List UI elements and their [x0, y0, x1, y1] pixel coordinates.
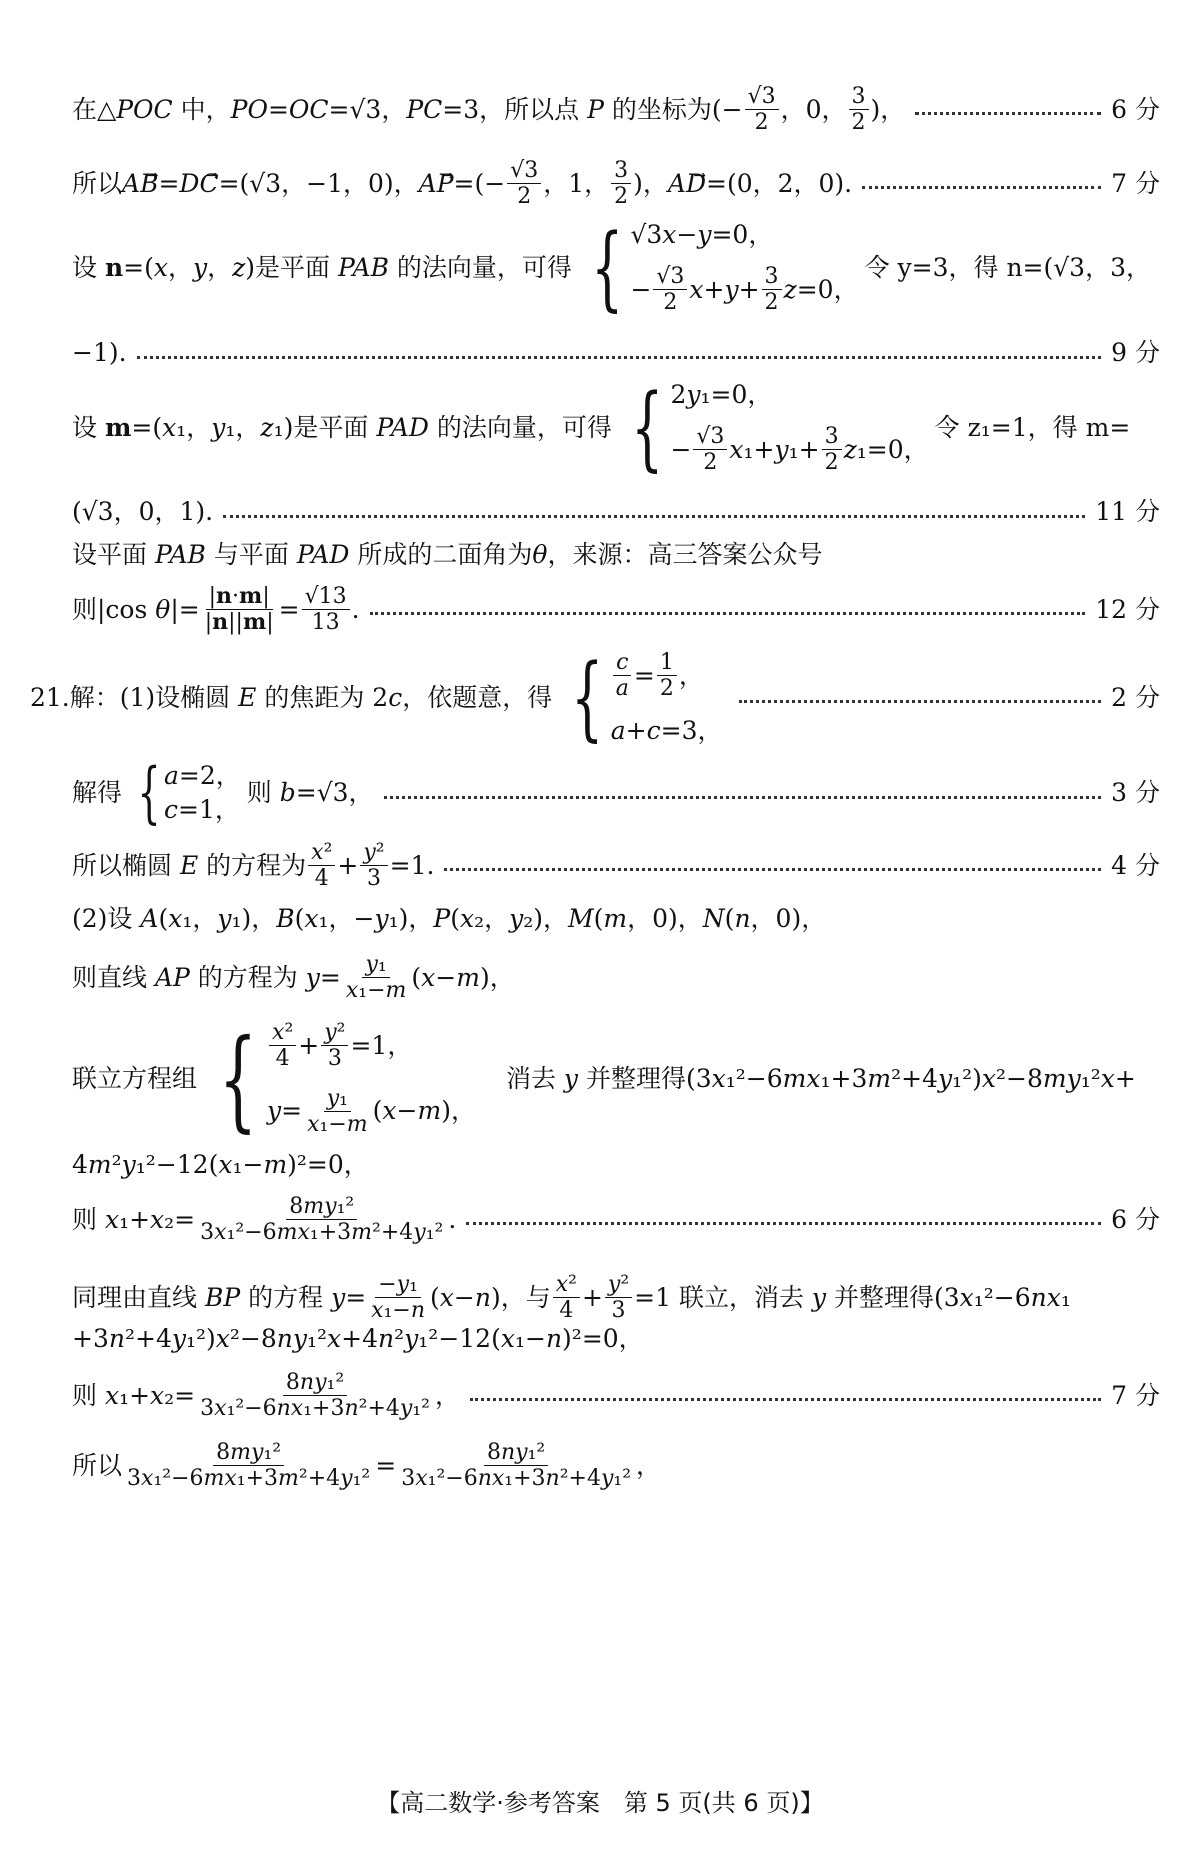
- equation-system: { $\frac{c}{a}$ = $\frac{1}{2}$ ， a + c =3，: [571, 643, 723, 751]
- score: 7 分: [1111, 168, 1160, 198]
- score: 11 分: [1095, 497, 1160, 526]
- equation-system: { a =2， c =1，: [137, 754, 241, 831]
- score: 4 分: [1111, 850, 1160, 880]
- solution-line: 在△POC 中，PO=OC=√3，PC=3，所以点 P 的坐标为(− $\frac{√3}{2}$ ，0， $\frac{3}{2}$ )， 6 分: [72, 84, 1160, 136]
- solution-line: +3n²+4y₁²)x²−8ny₁²x+4n²y₁²−12(x₁−n)²=0，: [72, 1324, 644, 1353]
- dotted-leader: [444, 868, 1101, 871]
- score: 12 分: [1095, 594, 1160, 624]
- solution-line: 则|cos θ|= $\frac{|n\cdot m|}{|n||m|}$ = $\frac{√13}{13}$ . 12 分: [72, 583, 1160, 636]
- solution-line: 则 x₁+x₂= $\frac{\text{8my₁²}}{\text{3x₁²−6mx₁+3m²+4y₁²}}$ . 6 分: [72, 1194, 1160, 1246]
- equation-system: { √3 x − y =0， − $\frac{√3}{2}$ x + y + $\frac{3}{2}$ z =0，: [591, 213, 859, 321]
- solution-line: 设平面 PAB 与平面 PAD 所成的二面角为θ，来源：高三答案公众号: [72, 540, 823, 569]
- dotted-leader: [137, 356, 1102, 359]
- solution-line: 4m²y₁²−12(x₁−m)²=0，: [72, 1150, 369, 1179]
- solution-line: (√3，0，1). 11 分: [72, 497, 1160, 526]
- solution-line: 所以AB⃗=DC⃗=(√3，−1，0)，AP⃗=(− $\frac{√3}{2}$ ，1， $\frac{3}{2}$ )，AD⃗=(0，2，0). 7 分: [72, 158, 1160, 210]
- solution-line: 所以 $\frac{\text{8my₁²}}{\text{3x₁²−6mx₁+3m²+4y₁²}}$ = $\frac{\text{8ny₁²}}{\text{3x₁²−6nx₁+3n²+4y₁²}}$ ，: [72, 1440, 662, 1492]
- score: 6 分: [1111, 1204, 1160, 1234]
- dotted-leader: [370, 612, 1086, 615]
- dotted-leader: [466, 1222, 1101, 1225]
- solution-line: 21.解：(1)设椭圆 E 的焦距为 2c，依题意，得 { $\frac{c}{a}$ = $\frac{1}{2}$ ， a + c =3， 2 分: [30, 643, 1160, 751]
- solution-line: 解得 { a =2， c =1， 则 b=√3， 3 分: [72, 754, 1160, 831]
- score: 9 分: [1111, 338, 1160, 367]
- solution-line: 则直线 AP 的方程为 y= $\frac{\text{y₁}}{\text{x₁−m}}$ (x−m)，: [72, 952, 515, 1004]
- dotted-leader: [915, 112, 1101, 115]
- solution-line: 则 x₁+x₂= $\frac{\text{8ny₁²}}{\text{3x₁²−6nx₁+3n²+4y₁²}}$ ， 7 分: [72, 1370, 1160, 1422]
- dotted-leader: [739, 700, 1102, 703]
- solution-line: −1). 9 分: [72, 338, 1160, 367]
- solution-line: 联立方程组 { $\frac{\text{x²}}{4}$ + $\frac{\text{y²}}{3}$ =1， y = $\frac{\text{y₁}}{\text{x₁−m}}$ ( x − m )， 消去 y 并整理得(3x₁²−6mx₁+3m²+4y₁²)x²−8my₁²x+: [72, 1014, 1136, 1143]
- solution-line: 设 m=(x₁，y₁，z₁)是平面 PAD 的法向量，可得 { 2 y ₁=0， − $\frac{√3}{2}$ x ₁+ y ₁+ $\frac{3}{2}$ z ₁=0， 令 z₁=1，得 m=: [72, 373, 1131, 481]
- solution-line: 所以椭圆 E 的方程为 $\frac{\text{x²}}{4}$ + $\frac{\text{y²}}{3}$ =1. 4 分: [72, 840, 1160, 892]
- solution-line: (2)设 A(x₁，y₁)，B(x₁，−y₁)，P(x₂，y₂)，M(m，0)，N(n，0)，: [72, 904, 827, 933]
- score: 7 分: [1111, 1380, 1160, 1410]
- score: 6 分: [1111, 94, 1160, 124]
- solution-line: 设 n=(x，y，z)是平面 PAB 的法向量，可得 { √3 x − y =0， − $\frac{√3}{2}$ x + y + $\frac{3}{2}$ z =0， 令 y=3，得 n=(√3，3，: [72, 213, 1151, 321]
- page-footer: 【高二数学·参考答案 第 5 页(共 6 页)】: [376, 1789, 824, 1817]
- dotted-leader: [223, 515, 1085, 518]
- equation-system: { 2 y ₁=0， − $\frac{√3}{2}$ x ₁+ y ₁+ $\frac{3}{2}$ z ₁=0，: [631, 373, 929, 481]
- dotted-leader: [862, 186, 1101, 189]
- dotted-leader: [470, 1398, 1101, 1401]
- score: 2 分: [1111, 682, 1160, 712]
- score: 3 分: [1111, 778, 1160, 807]
- dotted-leader: [384, 796, 1102, 799]
- equation-system: { $\frac{\text{x²}}{4}$ + $\frac{\text{y²}}{3}$ =1， y = $\frac{\text{y₁}}{\text{x₁−m}}$ ( x − m )，: [218, 1014, 476, 1143]
- solution-line: 同理由直线 BP 的方程 y= $\frac{\text{−y₁}}{\text{x₁−n}}$ (x−n)，与 $\frac{\text{x²}}{4}$ + $\frac{\text{y²}}{3}$ =1 联立，消去 y 并整理得(3x₁²−6nx₁: [72, 1272, 1071, 1324]
